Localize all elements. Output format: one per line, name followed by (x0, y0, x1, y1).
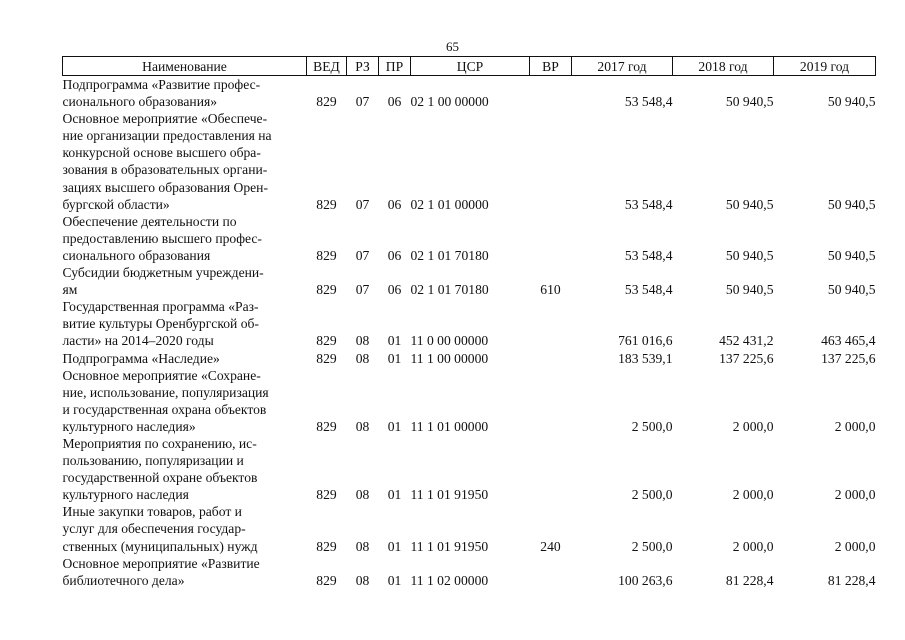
cell-2019: 50 940,5 (827, 247, 876, 263)
cell-name (63, 555, 307, 589)
name-line: ласти» на 2014–2020 годы (62, 333, 214, 349)
name-line: услуг для обеспечения государ- (62, 521, 246, 537)
name-line: бургской области» (62, 196, 170, 212)
name-line: библиотечного дела» (62, 572, 185, 588)
name-line: ям (62, 282, 78, 298)
cell-2018: 50 940,5 (725, 196, 774, 212)
table-row (63, 264, 876, 298)
table-row (63, 435, 876, 503)
cell-rz: 08 (355, 487, 370, 503)
header-csr: ЦСР (411, 57, 530, 76)
cell-rz: 07 (355, 247, 370, 263)
header-2017: 2017 год (572, 57, 673, 76)
cell-pr: 06 (387, 247, 402, 263)
cell-2019: 2 000,0 (834, 538, 876, 554)
cell-2018: 2 000,0 (732, 418, 774, 434)
table-row (63, 298, 876, 349)
name-line: и государственная охрана объектов (62, 401, 267, 417)
cell-2018: 137 225,6 (719, 350, 774, 366)
cell-pr: 06 (387, 94, 402, 110)
cell-csr: 02 1 01 70180 (410, 282, 489, 298)
table-row (63, 503, 876, 554)
table-row (63, 110, 876, 213)
cell-2018: 2 000,0 (732, 487, 774, 503)
cell-2017: 761 016,6 (618, 333, 673, 349)
cell-2019: 81 228,4 (827, 572, 876, 588)
cell-name (63, 350, 307, 367)
page-number: 65 (446, 39, 459, 54)
table-header (63, 57, 876, 76)
name-line: витие культуры Оренбургской об- (62, 316, 259, 332)
budget-table (62, 56, 876, 589)
cell-rz: 07 (355, 196, 370, 212)
cell-ved: 829 (316, 94, 337, 110)
cell-2019: 463 465,4 (821, 333, 876, 349)
cell-pr: 01 (387, 487, 402, 503)
cell-rz: 07 (355, 282, 370, 298)
cell-ved: 829 (316, 333, 337, 349)
name-line: Подпрограмма «Наследие» (62, 350, 220, 366)
table-body (63, 76, 876, 589)
name-line: сионального образования (62, 247, 211, 263)
cell-2018: 50 940,5 (725, 94, 774, 110)
name-line: Обеспечение деятельности по (62, 213, 237, 229)
cell-vr: 240 (540, 538, 561, 554)
name-line: зования в образовательных органи- (62, 162, 268, 178)
cell-2019: 2 000,0 (834, 487, 876, 503)
name-line: государственной охране объектов (62, 470, 258, 486)
cell-csr: 02 1 01 00000 (410, 196, 489, 212)
cell-csr: 02 1 01 70180 (410, 247, 489, 263)
header-vr: ВР (530, 57, 572, 76)
cell-vr: 610 (540, 282, 561, 298)
table-row (63, 555, 876, 589)
name-line: культурного наследия» (62, 418, 196, 434)
name-line: зациях высшего образования Орен- (62, 179, 268, 195)
cell-pr: 01 (387, 538, 402, 554)
cell-ved: 829 (316, 538, 337, 554)
name-line: ственных (муниципальных) нужд (62, 538, 258, 554)
name-line: сионального образования» (62, 94, 218, 110)
cell-2019: 50 940,5 (827, 94, 876, 110)
name-line: Субсидии бюджетным учреждени- (62, 265, 264, 281)
cell-csr: 11 1 01 00000 (410, 418, 489, 434)
name-line: культурного наследия (62, 487, 189, 503)
cell-ved: 829 (316, 196, 337, 212)
cell-pr: 01 (387, 572, 402, 588)
header-2019: 2019 год (774, 57, 876, 76)
cell-rz: 08 (355, 538, 370, 554)
cell-2017: 53 548,4 (624, 196, 673, 212)
cell-2018: 50 940,5 (725, 282, 774, 298)
table-row (63, 76, 876, 111)
cell-name (63, 298, 307, 349)
cell-2019: 137 225,6 (821, 350, 876, 366)
cell-2017: 2 500,0 (631, 538, 673, 554)
name-line: конкурсной основе высшего обра- (62, 145, 261, 161)
name-line: Подпрограмма «Развитие профес- (62, 77, 261, 92)
cell-2017: 2 500,0 (631, 487, 673, 503)
cell-ved: 829 (316, 418, 337, 434)
cell-vr (530, 367, 572, 435)
cell-2017: 100 263,6 (618, 572, 673, 588)
cell-2017: 53 548,4 (624, 247, 673, 263)
cell-2017: 53 548,4 (624, 282, 673, 298)
header-name: Наименование (63, 57, 307, 76)
cell-csr: 02 1 00 00000 (410, 94, 489, 110)
name-line: Мероприятия по сохранению, ис- (62, 435, 257, 451)
cell-ved: 829 (316, 247, 337, 263)
header-2018: 2018 год (673, 57, 774, 76)
cell-2019: 50 940,5 (827, 196, 876, 212)
table-row (63, 350, 876, 367)
cell-name (63, 503, 307, 554)
cell-csr: 11 1 02 00000 (410, 572, 489, 588)
cell-pr: 06 (387, 282, 402, 298)
name-line: Основное мероприятие «Сохране- (62, 367, 261, 383)
cell-vr (530, 110, 572, 213)
cell-ved: 829 (316, 487, 337, 503)
cell-2018: 452 431,2 (719, 333, 774, 349)
cell-csr: 11 1 00 00000 (410, 350, 489, 366)
cell-pr: 01 (387, 418, 402, 434)
cell-2017: 2 500,0 (631, 418, 673, 434)
cell-rz: 08 (355, 418, 370, 434)
cell-pr: 01 (387, 333, 402, 349)
name-line: ние организации предоставления на (62, 128, 272, 144)
cell-2017: 183 539,1 (618, 350, 673, 366)
cell-2017: 53 548,4 (624, 94, 673, 110)
cell-name (63, 213, 307, 264)
cell-csr: 11 1 01 91950 (410, 487, 489, 503)
cell-name (63, 435, 307, 503)
cell-rz: 08 (355, 572, 370, 588)
header-rz: РЗ (347, 57, 379, 76)
cell-pr: 01 (387, 350, 402, 366)
cell-ved: 829 (316, 350, 337, 366)
name-line: Государственная программа «Раз- (62, 299, 259, 315)
table-row (63, 213, 876, 264)
cell-2019: 50 940,5 (827, 282, 876, 298)
cell-vr (530, 435, 572, 503)
cell-vr (530, 76, 572, 111)
cell-vr (530, 213, 572, 264)
cell-ved: 829 (316, 572, 337, 588)
cell-rz: 08 (355, 333, 370, 349)
cell-2018: 50 940,5 (725, 247, 774, 263)
header-ved: ВЕД (307, 57, 347, 76)
name-line: предоставлению высшего профес- (62, 230, 262, 246)
name-line: пользованию, популяризации и (62, 453, 244, 469)
cell-2018: 2 000,0 (732, 538, 774, 554)
cell-name (63, 76, 307, 111)
cell-rz: 08 (355, 350, 370, 366)
cell-2019: 2 000,0 (834, 418, 876, 434)
name-line: Иные закупки товаров, работ и (62, 504, 242, 520)
cell-name (63, 367, 307, 435)
name-line: ние, использование, популяризация (62, 384, 269, 400)
cell-vr (530, 298, 572, 349)
cell-pr: 06 (387, 196, 402, 212)
cell-csr: 11 0 00 00000 (410, 333, 489, 349)
cell-name (63, 264, 307, 298)
header-pr: ПР (379, 57, 411, 76)
cell-2018: 81 228,4 (725, 572, 774, 588)
cell-csr: 11 1 01 91950 (410, 538, 489, 554)
name-line: Основное мероприятие «Обеспече- (62, 111, 268, 127)
cell-vr (530, 555, 572, 589)
table-row (63, 367, 876, 435)
cell-ved: 829 (316, 282, 337, 298)
cell-name (63, 110, 307, 213)
name-line: Основное мероприятие «Развитие (62, 555, 260, 571)
cell-rz: 07 (355, 94, 370, 110)
cell-vr (530, 350, 572, 367)
